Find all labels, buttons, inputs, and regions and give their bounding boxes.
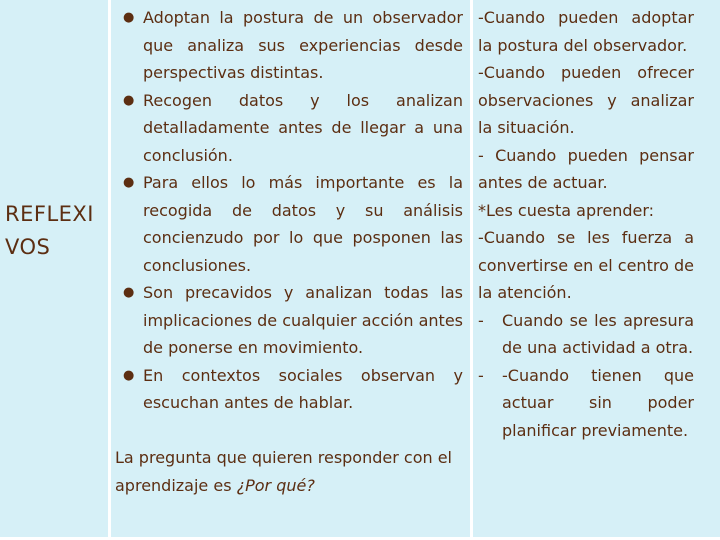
list-item: [115, 87, 463, 170]
bullet-icon: ●: [123, 175, 135, 190]
list-item-text: Para ellos lo más importante es la recogida de datos y su análisis concienzudo por lo que posponen las conclusiones.: [143, 173, 463, 275]
list-item-text: En contextos sociales observan y escuchan antes de hablar.: [143, 365, 463, 412]
learning-line: -Cuando pueden adoptar la postura del observador.: [478, 8, 694, 55]
bullet-icon: ●: [123, 92, 135, 108]
list-item-text: Son precavidos y analizan todas las implicaciones de cualquier acción antes de ponerse en movimiento.: [143, 283, 463, 357]
list-item: [115, 279, 463, 362]
question-text: La pregunta que quieren responder con el aprendizaje es: [115, 448, 452, 495]
learning-line: -Cuando pueden ofrecer observaciones y analizar la situación.: [478, 63, 694, 137]
learning-line: *Les cuesta aprender:: [478, 200, 655, 220]
list-item: [115, 362, 463, 417]
dashed-item-text: Cuando se les apresura de una actividad a otra.: [502, 310, 694, 357]
column-divider: [108, 0, 111, 540]
characteristics-list: [115, 4, 463, 417]
dashed-item-text: -Cuando tienen que actuar sin poder planificar previamente.: [502, 365, 694, 440]
characteristics-cell: [110, 0, 472, 540]
list-item: [115, 4, 463, 87]
list-item: [115, 169, 463, 279]
column-divider: [470, 0, 473, 540]
bullet-icon: ●: [123, 285, 135, 300]
row-label-line-2: VOS: [5, 235, 51, 259]
dashed-item: [478, 307, 694, 362]
characteristics-list-wrap: [115, 4, 463, 417]
question-emphasis: ¿Por qué?: [236, 475, 315, 495]
row-label: [5, 198, 105, 264]
list-item-text: Adoptan la postura de un observador que analiza sus experiencias desde perspectivas distintas.: [143, 8, 463, 82]
dash-marker: -: [478, 365, 484, 385]
row-label-line-1: REFLEXI: [5, 202, 94, 226]
bullet-icon: ●: [123, 10, 135, 25]
learning-line: - Cuando pueden pensar antes de actuar.: [478, 145, 694, 192]
dash-marker: -: [478, 310, 484, 330]
question-paragraph: [115, 444, 465, 499]
label-cell: [0, 0, 110, 540]
bullet-icon: ●: [123, 367, 135, 383]
list-item-text: Recogen datos y los analizan detalladamente antes de llegar a una conclusión.: [143, 90, 463, 165]
learning-text: [478, 4, 694, 444]
learning-cell: [472, 0, 720, 540]
learning-line: -Cuando se les fuerza a convertirse en el centro de la atención.: [478, 228, 694, 302]
dashed-item: [478, 362, 694, 445]
